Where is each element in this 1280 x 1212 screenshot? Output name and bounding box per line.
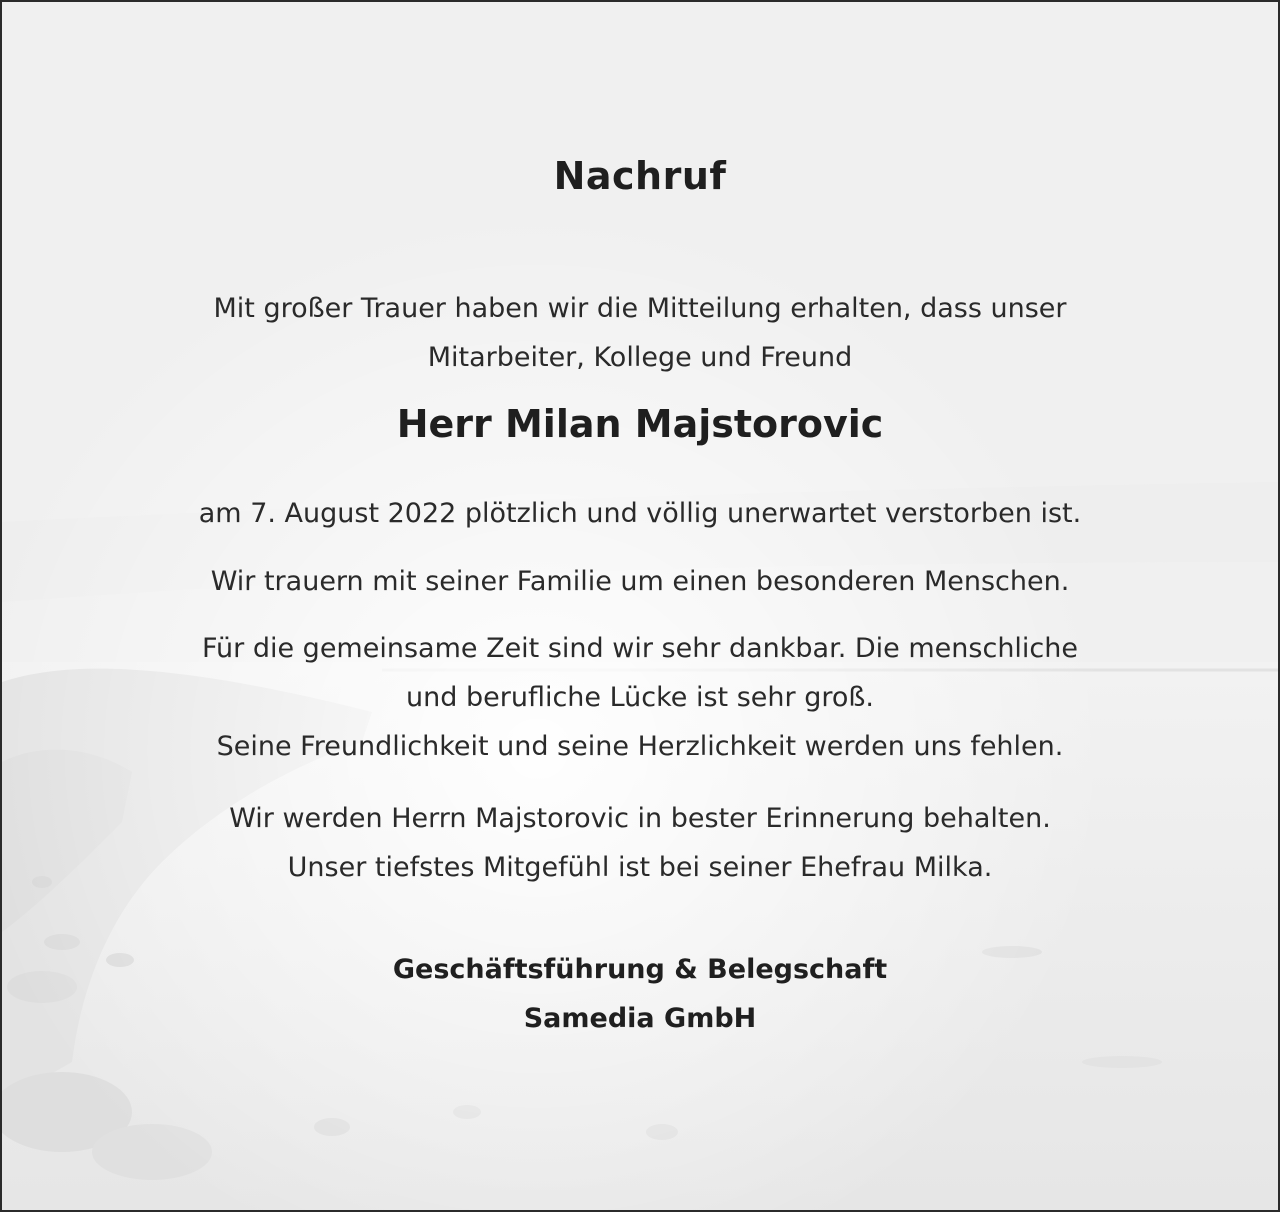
gratitude-text (122, 624, 1158, 771)
company-name: Samedia GmbH (523, 1003, 757, 1034)
remembrance-line: Unser tiefstes Mitgefühl ist bei seiner Ehefrau Milka. (287, 852, 993, 883)
gratitude-line: und berufliche Lücke ist sehr groß. (406, 682, 874, 713)
intro-text (142, 284, 1138, 382)
remembrance-line: Wir werden Herrn Majstorovic in bester Erinnerung behalten. (229, 803, 1051, 834)
date-of-death-text: am 7. August 2022 plötzlich und völlig unerwartet verstorben ist. (198, 498, 1082, 529)
notice-content (2, 2, 1278, 1210)
intro-line: Mitarbeiter, Kollege und Freund (427, 342, 853, 373)
signature-line: Geschäftsführung & Belegschaft (392, 954, 888, 985)
notice-title: Nachruf (553, 154, 727, 198)
mourning-text: Wir trauern mit seiner Familie um einen besonderen Menschen. (210, 566, 1070, 597)
signature-block (2, 945, 1278, 1043)
gratitude-line: Seine Freundlichkeit und seine Herzlichkeit werden uns fehlen. (216, 731, 1064, 762)
intro-line: Mit großer Trauer haben wir die Mitteilung erhalten, dass unser (213, 293, 1067, 324)
gratitude-line: Für die gemeinsame Zeit sind wir sehr dankbar. Die menschliche (202, 633, 1078, 664)
deceased-name: Herr Milan Majstorovic (396, 402, 884, 446)
remembrance-text (122, 794, 1158, 892)
